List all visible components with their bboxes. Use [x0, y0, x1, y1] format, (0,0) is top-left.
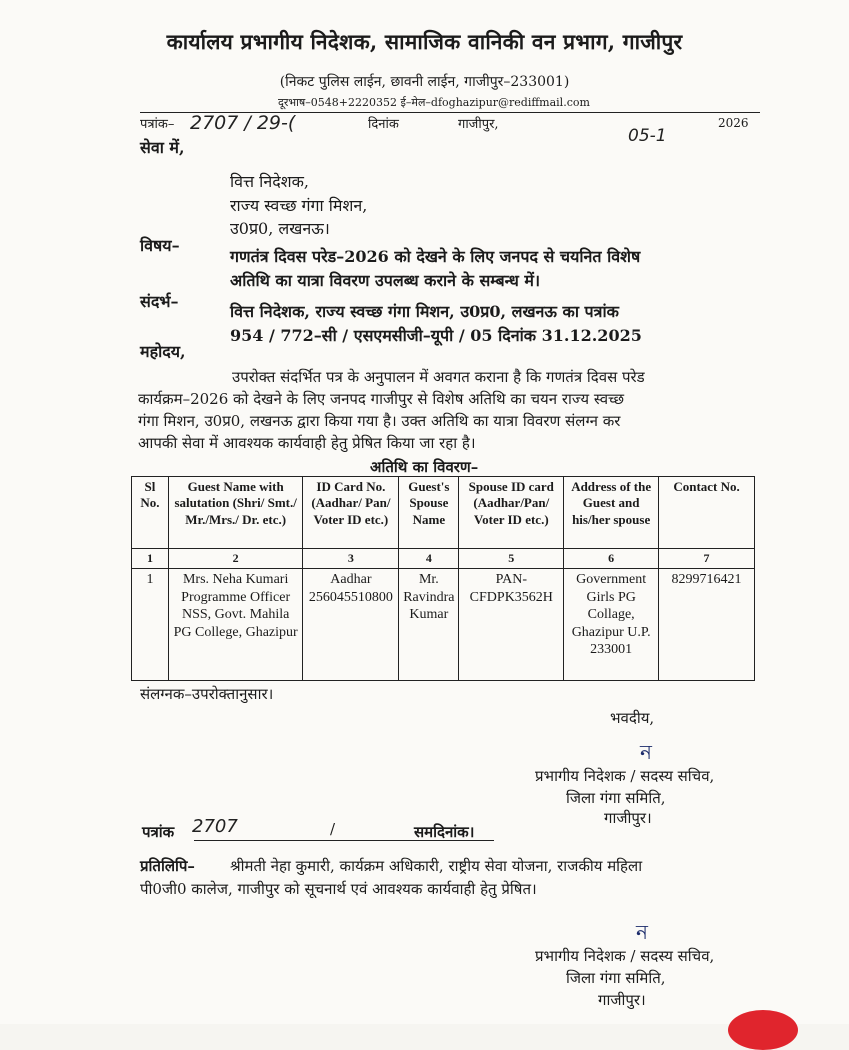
signatory1-line1: प्रभागीय निदेशक / सदस्य सचिव, — [535, 767, 715, 785]
column-number-row — [132, 549, 755, 569]
copy-line1: श्रीमती नेहा कुमारी, कार्यक्रम अधिकारी, राष्ट्रीय सेवा योजना, राजकीय महिला — [230, 857, 643, 875]
recipient-line1: वित्त निदेशक, — [230, 172, 309, 191]
cell-spouse-id — [459, 569, 564, 681]
second-ref-slash: / — [330, 820, 336, 838]
subject-line1: गणतंत्र दिवस परेड–2026 को देखने के लिए जनपद से चयनित विशेष — [230, 247, 641, 266]
col-number: 5 — [459, 549, 564, 569]
signatory2-line2: जिला गंगा समिति, — [566, 969, 666, 987]
signatory2-line1: प्रभागीय निदेशक / सदस्य सचिव, — [535, 947, 715, 965]
body-line4: आपकी सेवा में आवश्यक कार्यवाही हेतु प्रेषित किया जा रहा है। — [138, 434, 476, 452]
header-contact: Contact No. — [659, 477, 755, 549]
signature-mark: ন — [636, 920, 648, 944]
office-title: कार्यालय प्रभागीय निदेशक, सामाजिक वानिकी वन प्रभाग, गाजीपुर — [166, 29, 683, 54]
guest-name: Mrs. Neha Kumari — [182, 572, 289, 587]
recipient-line2: राज्य स्वच्छ गंगा मिशन, — [230, 196, 368, 215]
header-spouse-id: Spouse ID card (Aadhar/Pan/ Voter ID etc.) — [459, 477, 564, 549]
table-caption: अतिथि का विवरण– — [370, 458, 479, 476]
guest-designation: Programme Officer NSS, Govt. Mahila PG College, Ghazipur — [173, 589, 298, 640]
second-ref-date-label: समदिनांक। — [414, 823, 475, 841]
col-number: 4 — [399, 549, 459, 569]
enclosure: संलग्नक–उपरोक्तानुसार। — [140, 685, 274, 703]
ref-date-label: दिनांक — [368, 117, 399, 132]
cell-guest — [168, 569, 303, 681]
ref-date-handwritten: 05-1 — [628, 126, 667, 146]
id-card-number: 256045510800 — [308, 589, 393, 605]
copy-line2: पी0जी0 कालेज, गाजीपुर को सूचनार्थ एवं आवश्यक कार्यवाही हेतु प्रेषित। — [140, 880, 537, 898]
salutation: सेवा में, — [140, 138, 185, 157]
header-sl: Sl No. — [132, 477, 169, 549]
spouse-id-type: PAN- — [495, 572, 527, 587]
signature-mark: ন — [640, 740, 652, 764]
signatory1-line3: गाजीपुर। — [604, 809, 652, 827]
reference-line2: 954 / 772–सी / एसएमसीजी–यूपी / 05 दिनांक 31.12.2025 — [230, 326, 642, 345]
body-line3: गंगा मिशन, उ0प्र0, लखनऊ द्वारा किया गया है। उक्त अतिथि का यात्रा विवरण संलग्न कर — [138, 412, 621, 430]
recipient-line3: उ0प्र0, लखनऊ। — [230, 219, 330, 238]
second-ref-number-handwritten: 2707 — [192, 816, 238, 837]
red-stamp-mark — [728, 1010, 798, 1050]
header-spouse-name: Guest's Spouse Name — [399, 477, 459, 549]
cell-sl: 1 — [132, 569, 169, 681]
ref-place: गाजीपुर, — [458, 117, 499, 132]
header-address: Address of the Guest and his/her spouse — [564, 477, 659, 549]
subject-line2: अतिथि का यात्रा विवरण उपलब्ध कराने के सम्बन्ध में। — [230, 271, 541, 290]
col-number: 2 — [168, 549, 303, 569]
col-number: 1 — [132, 549, 169, 569]
subject-label: विषय– — [140, 236, 180, 255]
body-line1: उपरोक्त संदर्भित पत्र के अनुपालन में अवगत कराना है कि गणतंत्र दिवस परेड — [232, 368, 645, 386]
cell-address: Government Girls PG Collage, Ghazipur U.P. 233001 — [564, 569, 659, 681]
cell-id-card — [303, 569, 399, 681]
reference-label: संदर्भ– — [140, 292, 179, 311]
guest-details-table — [131, 476, 755, 681]
col-number: 6 — [564, 549, 659, 569]
ref-number-handwritten: 2707 / 29-( — [190, 112, 296, 134]
signatory1-line2: जिला गंगा समिति, — [566, 789, 666, 807]
office-address: (निकट पुलिस लाईन, छावनी लाईन, गाजीपुर–233001) — [279, 74, 570, 90]
body-line2: कार्यक्रम–2026 को देखने के लिए जनपद गाजीपुर से विशेष अतिथि का चयन राज्य स्वच्छ — [138, 390, 625, 408]
copy-label: प्रतिलिपि– — [140, 857, 195, 875]
table-row — [132, 569, 755, 681]
col-number: 7 — [659, 549, 755, 569]
closing: भवदीय, — [610, 709, 655, 727]
cell-spouse-name: Mr. Ravindra Kumar — [399, 569, 459, 681]
reference-line1: वित्त निदेशक, राज्य स्वच्छ गंगा मिशन, उ0प्र0, लखनऊ का पत्रांक — [230, 302, 619, 321]
office-contact: दूरभाष–0548+2220352 ई–मेल–dfoghazipur@rediffmail.com — [278, 96, 590, 109]
col-number: 3 — [303, 549, 399, 569]
second-ref-label: पत्रांक — [142, 823, 175, 841]
id-card-type: Aadhar — [330, 572, 372, 587]
header-guest-name: Guest Name with salutation (Shri/ Smt./ Mr./Mrs./ Dr. etc.) — [168, 477, 303, 549]
signatory2-line3: गाजीपुर। — [598, 991, 646, 1009]
ref-label: पत्रांक– — [140, 117, 175, 132]
spouse-id-number: CFDPK3562H — [469, 589, 553, 605]
table-header-row — [132, 477, 755, 549]
header-id-card: ID Card No. (Aadhar/ Pan/ Voter ID etc.) — [303, 477, 399, 549]
greeting: महोदय, — [140, 342, 186, 361]
cell-contact: 8299716421 — [659, 569, 755, 681]
ref-year: 2026 — [718, 116, 749, 130]
